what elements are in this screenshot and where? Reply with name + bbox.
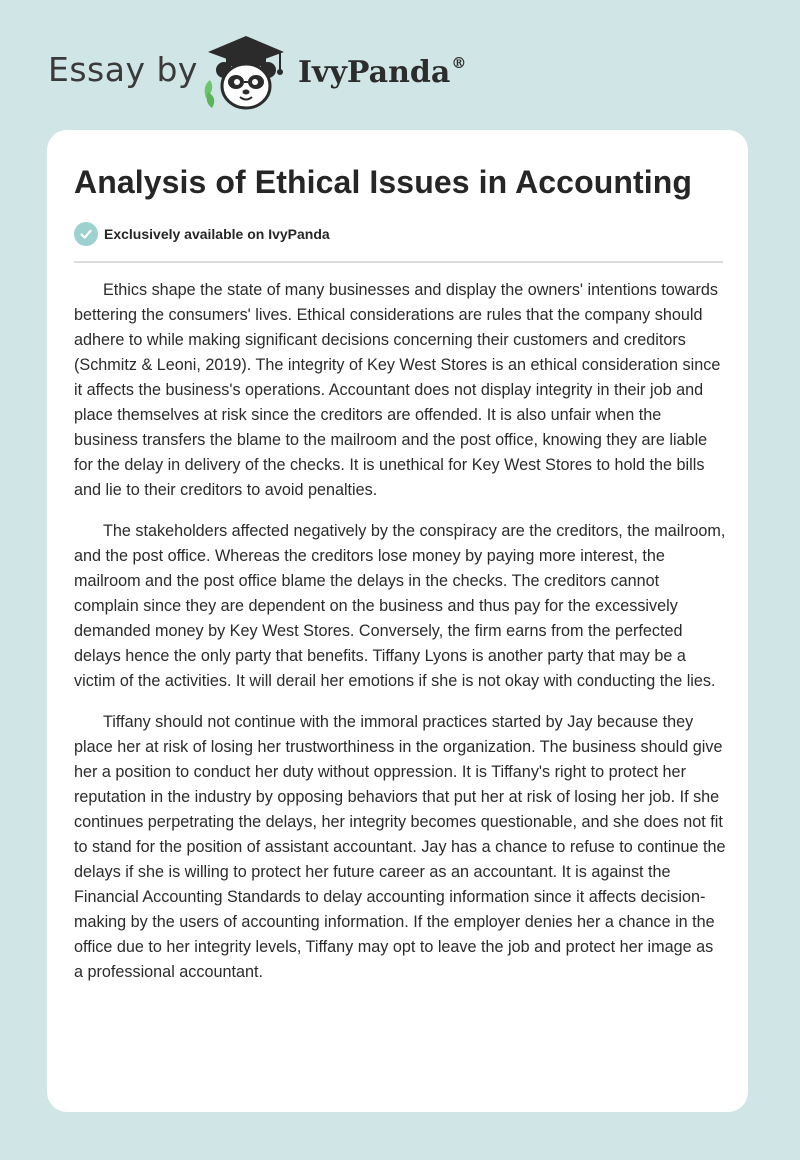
paragraph: Tiffany should not continue with the immoral practices started by Jay because they place her at risk of losing her trustworthiness in the organization. The business should give her a position to conduct her duty without oppression. It is Tiffany's right to protect her reputation in the industry by opposing behaviors that put her at risk of losing her job. If she continues perpetrating the delays, her integrity becomes questionable, and she does not fit to stand for the position of assistant accountant. Jay has a chance to refuse to continue the delays if she is willing to protect her future career as an accountant. It is against the Financial Accounting Standards to delay accounting information since it affects decision-making by the users of accounting information. If the employer denies her a chance in the office due to her integrity levels, Tiffany may opt to leave the job and protect her image as a professional accountant. — [74, 713, 726, 981]
paragraph: The stakeholders affected negatively by the conspiracy are the creditors, the mailroom, and the post office. Whereas the creditors lose money by paying more interest, the mailroom and the post office blame the delays in the checks. The creditors cannot complain since they are dependent on the business and thus pay for the excessively demanded money by Key West Stores. Conversely, the firm earns from the perfected delays hence the only party that benefits. Tiffany Lyons is another party that may be a victim of the activities. It will derail her emotions if she is not okay with conducting the lies. — [74, 522, 726, 690]
brand-name[interactable]: IvyPanda® — [298, 54, 467, 90]
essay-title: Analysis of Ethical Issues in Accounting — [74, 164, 693, 200]
essay-body — [74, 278, 726, 1001]
paragraph: Ethics shape the state of many businesses and display the owners' intentions towards bettering the consumers' lives. Ethical considerations are rules that the company should adhere to while making significant decisions concerning their customers and creditors (Schmitz & Leoni, 2019). The integrity of Key West Stores is an ethical consideration since it affects the business's operations. Accountant does not display integrity in their job and place themselves at risk since the creditors are offended. It is also unfair when the business transfers the blame to the mailroom and the post office, knowing they are liable for the delay in delivery of the checks. It is unethical for Key West Stores to hold the bills and lie to their creditors to avoid penalties. — [74, 281, 721, 499]
exclusive-badge-text: Exclusively available on IvyPanda — [104, 226, 330, 242]
panda-logo-icon[interactable] — [200, 32, 292, 112]
exclusive-badge — [74, 222, 330, 246]
essay-card — [47, 130, 748, 1112]
title-divider — [74, 261, 723, 263]
registered-mark: ® — [451, 54, 467, 72]
essay-by-label: Essay by — [48, 50, 198, 89]
site-header — [48, 32, 548, 112]
check-icon — [74, 222, 98, 246]
